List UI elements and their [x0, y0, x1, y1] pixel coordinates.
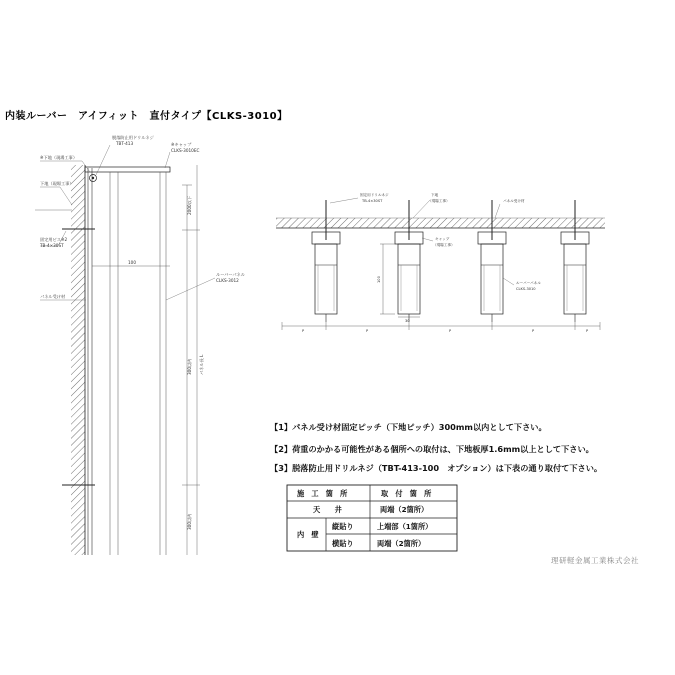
side-dim-100: 100: [128, 260, 136, 265]
install-table: [287, 485, 457, 551]
front-panel-receiver-label: パネル受け材: [503, 199, 525, 203]
table-cell-ceiling-value: 両端（2箇所）: [380, 505, 429, 514]
front-pitch-4: P: [532, 329, 535, 333]
front-base-note: （現場工事）: [428, 199, 450, 203]
table-cell-horizontal: 横貼り: [332, 539, 354, 548]
front-dim-30: 30: [405, 319, 410, 323]
table-cell-ceiling: 天 井: [313, 505, 342, 514]
front-fix-screw-label: 固定用ドリルネジ: [360, 193, 389, 197]
side-louver-code: CLKS-3012: [216, 278, 239, 283]
front-dim-100: 100: [377, 276, 381, 283]
note-3: 【3】脱落防止用ドリルネジ（TBT-413-100 オプション）は下表の通り取付て下さい。: [270, 463, 603, 473]
drawing-title: 内装ルーバー アイフィット 直付タイプ【CLKS-3010】: [5, 111, 288, 122]
wall-hatch: [71, 165, 85, 555]
table-header-location: 施 工 箇 所: [297, 489, 348, 498]
front-louver-code: CLKS-3010: [516, 287, 536, 291]
table-cell-horizontal-value: 両端（2箇所）: [377, 539, 426, 548]
notes: [270, 422, 602, 473]
side-drill-screw-code: TBT-413: [116, 141, 134, 146]
note-1: 【1】パネル受け材固定ピッチ（下地ピッチ）300mm以内として下さい。: [270, 422, 547, 432]
company-name: 理研軽金属工業株式会社: [551, 556, 639, 565]
front-base-label: 下地: [431, 193, 439, 197]
front-cap-label: キャップ: [435, 237, 450, 241]
front-view: [276, 192, 605, 333]
side-cap-label: ※キャップ: [171, 142, 192, 147]
table-cell-inner-wall: 内 壁: [297, 530, 319, 539]
table-header-mount: 取 付 箇 所: [381, 489, 432, 498]
side-panel-receiver-label: パネル受け材: [40, 294, 66, 299]
side-dim-300-bottom: 300以内: [187, 513, 192, 530]
front-pitch-3: P: [449, 329, 452, 333]
side-fix-screw-code: TB-4×30ST: [40, 243, 64, 248]
side-dim-panel-length: パネル長 L: [199, 354, 204, 375]
ceiling-hatch: [276, 218, 605, 228]
front-pitch-5: P: [586, 329, 589, 333]
side-fix-screw-label: 固定用ビス※2: [40, 237, 68, 242]
front-pitch-1: P: [302, 329, 305, 333]
side-dim-300-top: 300以内: [187, 358, 192, 375]
front-fix-screw-code: TB-4×30ST: [362, 199, 383, 203]
side-dim-2000: 2000以下: [187, 195, 192, 215]
front-pitch-2: P: [366, 329, 369, 333]
front-louver-label: ルーバーパネル: [516, 281, 541, 285]
side-sub-base-label: ※下地（現場工事）: [40, 155, 78, 160]
note-2: 【2】荷重のかかる可能性がある個所への取付は、下地板厚1.6mm以上として下さい。: [270, 444, 594, 454]
side-drill-screw-label: 脱落防止用ドリルネジ: [112, 135, 154, 140]
side-louver-label: ルーバーパネル: [216, 272, 245, 277]
table-cell-vertical: 縦貼り: [332, 522, 354, 531]
side-view: [35, 134, 246, 555]
table-cell-vertical-value: 上端部（1箇所）: [377, 522, 433, 531]
side-base-label: 下地（現場工事）: [40, 181, 74, 186]
side-cap-code: CLKS-3010EC: [171, 148, 200, 153]
front-cap-note: （現場工事）: [433, 243, 455, 247]
